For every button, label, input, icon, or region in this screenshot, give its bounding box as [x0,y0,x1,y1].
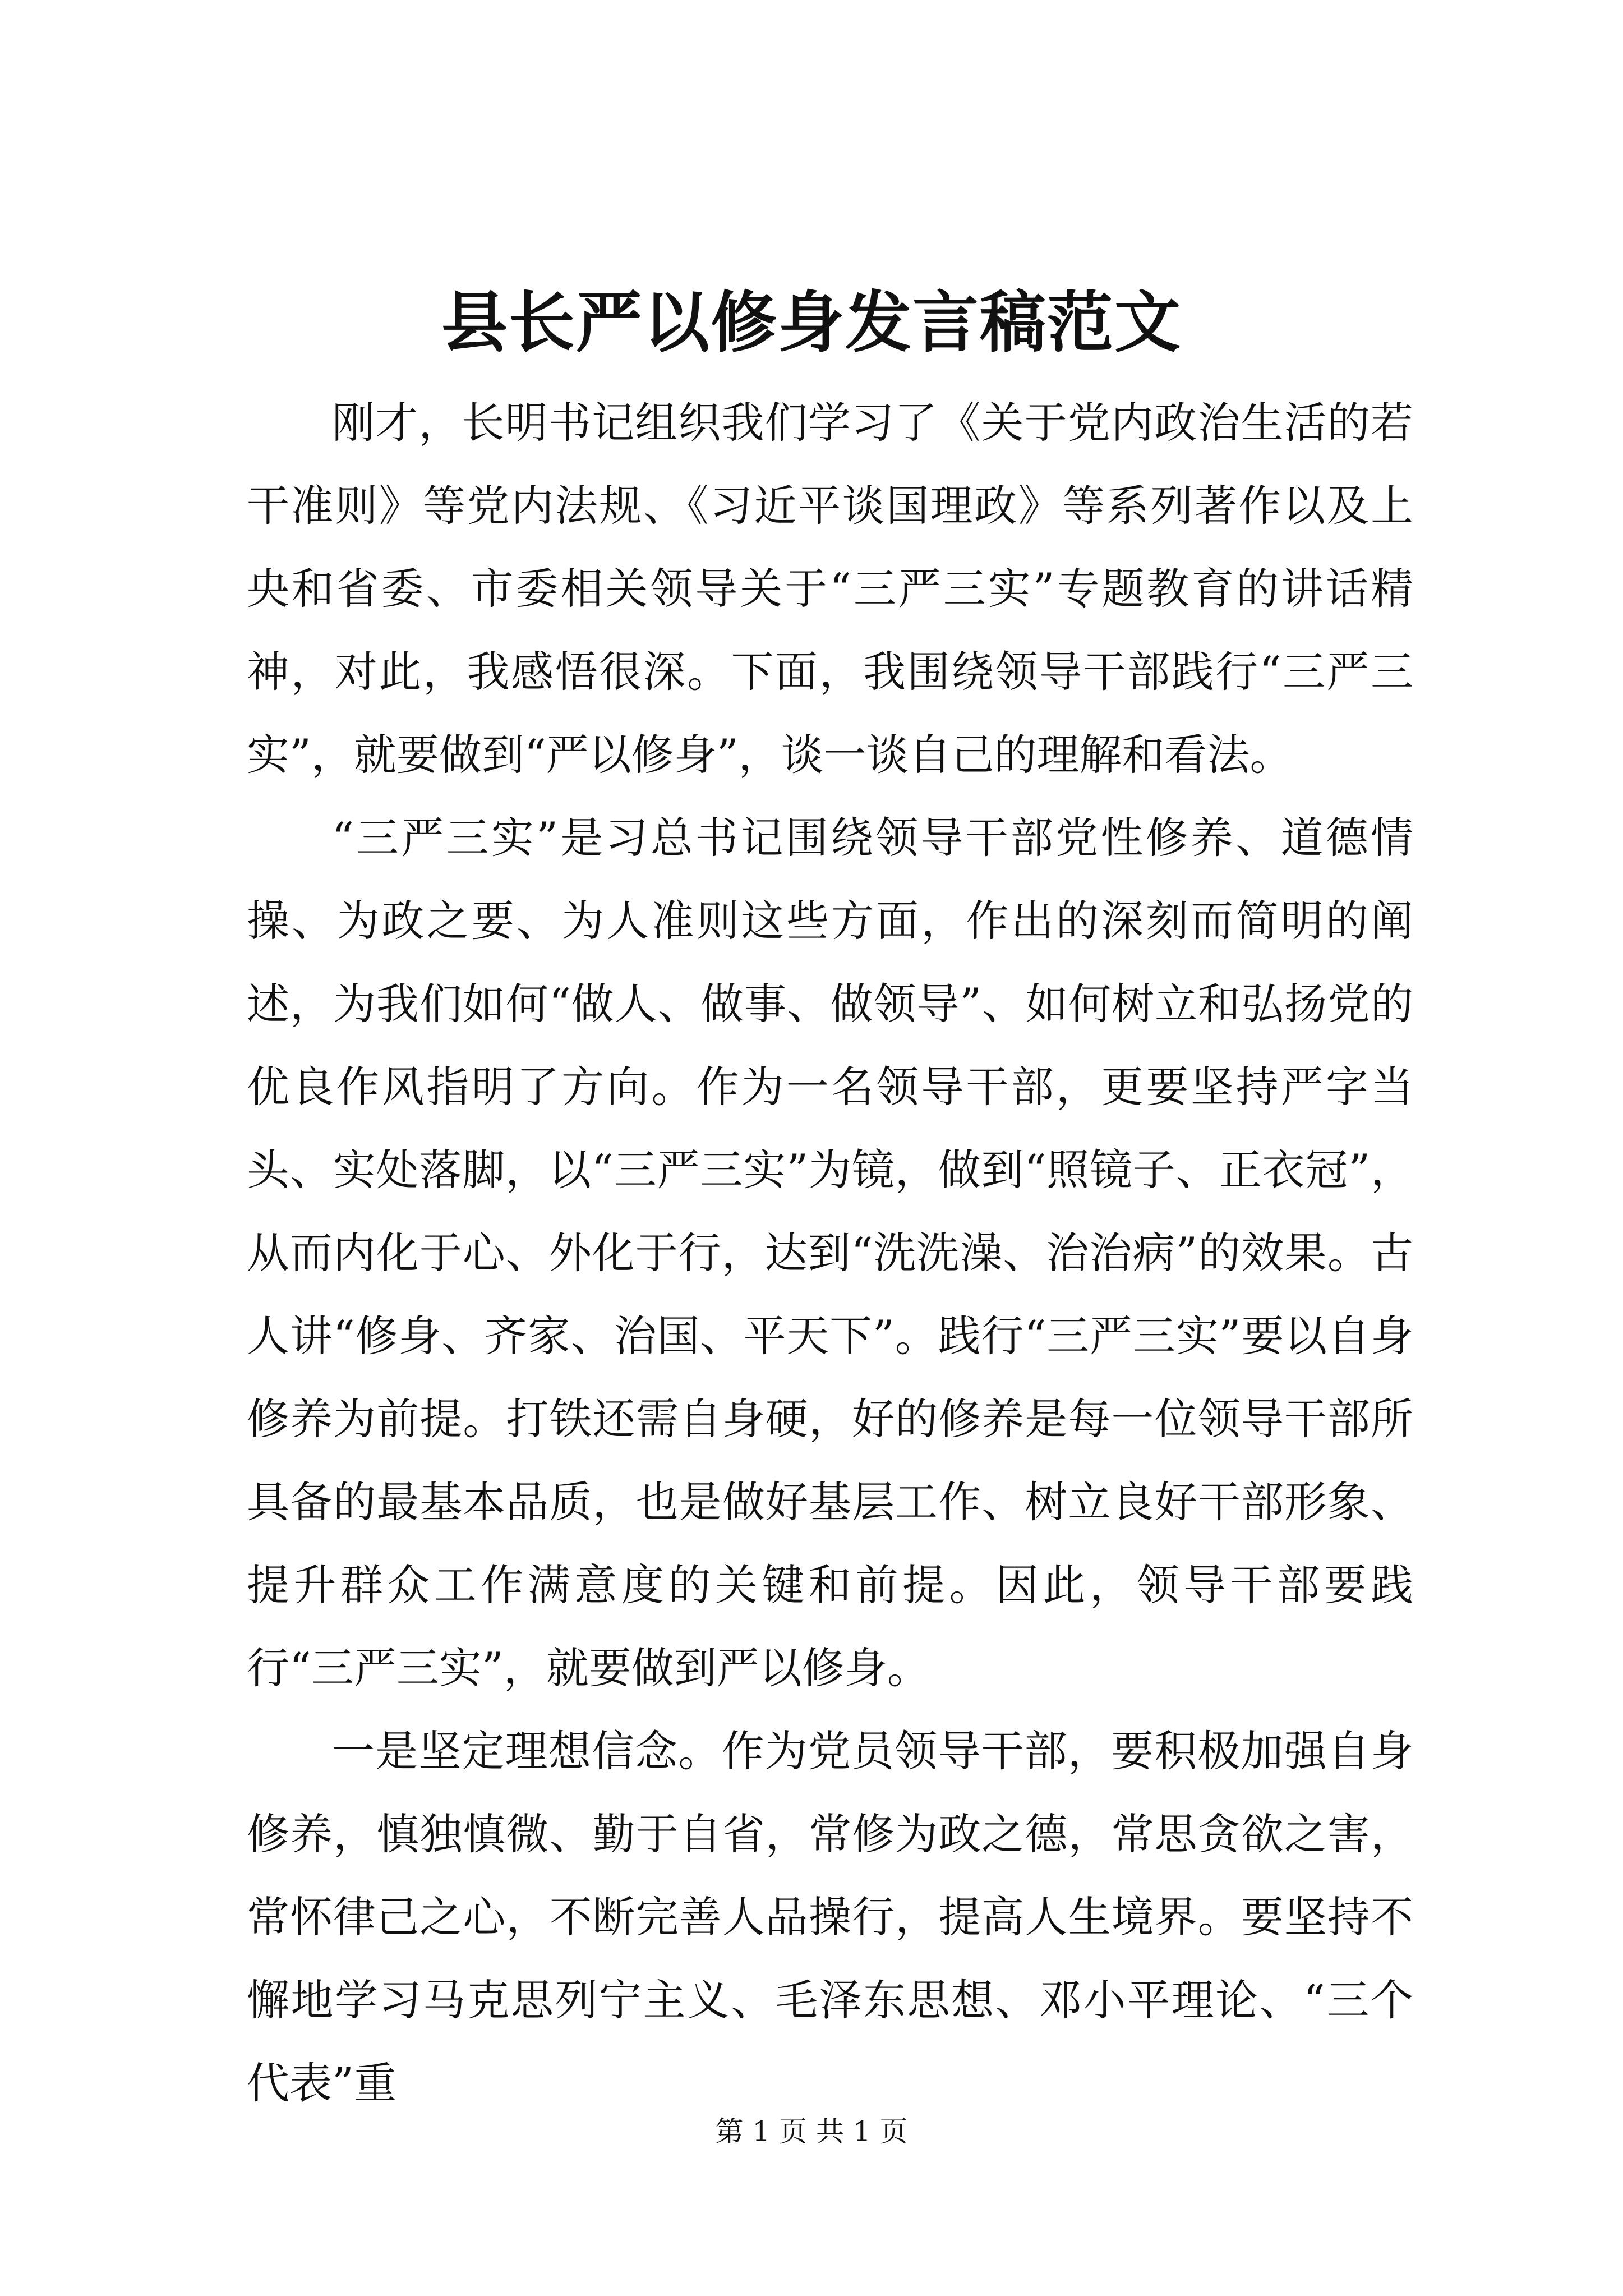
document-body [247,381,1413,2125]
paragraph-1: 刚才，长明书记组织我们学习了《关于党内政治生活的若干准则》等党内法规、《习近平谈国理政》等系列著作以及上央和省委、市委相关领导关于“三严三实”专题教育的讲话精神，对此，我感悟很深。下面，我围绕领导干部践行“三严三实”，就要做到“严以修身”，谈一谈自己的理解和看法。 [247,398,1413,780]
document-title: 县长严以修身发言稿范文 [441,283,1182,361]
page-footer: 第 1 页 共 1 页 [715,2115,908,2148]
paragraph-3: 一是坚定理想信念。作为党员领导干部，要积极加强自身修养，慎独慎微、勤于自省，常修为政之德，常思贪欲之害，常怀律己之心，不断完善人品操行，提高人生境界。要坚持不懈地学习马克思列宁主义、毛泽东思想、邓小平理论、“三个代表”重 [247,1726,1413,2108]
paragraph-2: “三严三实”是习总书记围绕领导干部党性修养、道德情操、为政之要、为人准则这些方面，作出的深刻而简明的阐述，为我们如何“做人、做事、做领导”、如何树立和弘扬党的优良作风指明了方向。作为一名领导干部，更要坚持严字当头、实处落脚，以“三严三实”为镜，做到“照镜子、正衣冠”，从而内化于心、外化于行，达到“洗洗澡、治治病”的效果。古人讲“修身、齐家、治国、平天下”。践行“三严三实”要以自身修养为前提。打铁还需自身硬，好的修养是每一位领导干部所具备的最基本品质，也是做好基层工作、树立良好干部形象、提升群众工作满意度的关键和前提。因此，领导干部要践行“三严三实”，就要做到严以修身。 [247,813,1413,1693]
